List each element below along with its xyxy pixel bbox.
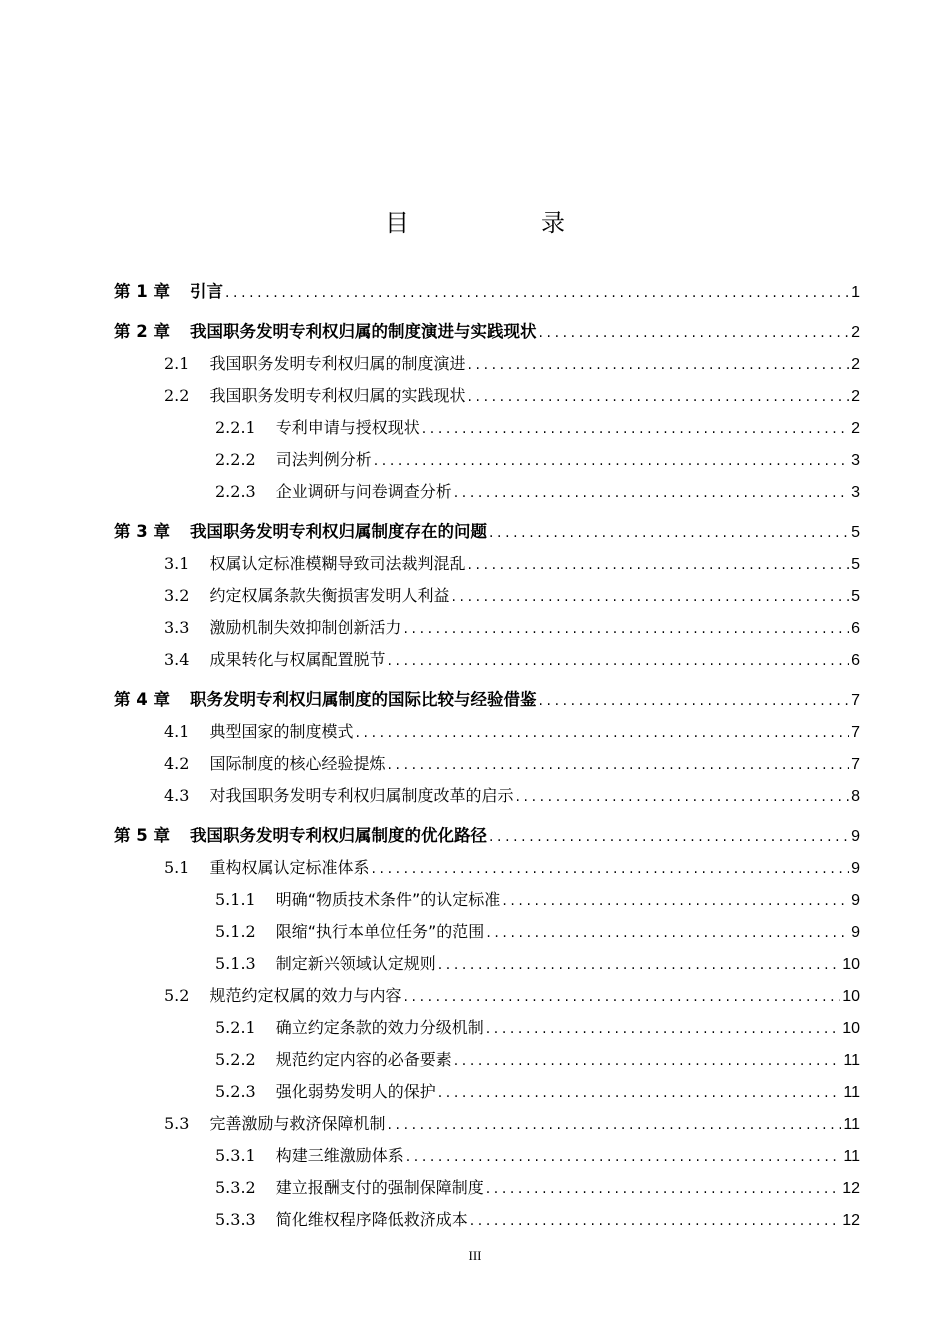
entry-title: 企业调研与问卷调查分析 (275, 482, 452, 501)
dot-leader (406, 1141, 842, 1173)
dot-leader (467, 381, 849, 413)
toc-section-entry[interactable] (114, 644, 860, 676)
toc-section-entry[interactable] (114, 580, 860, 612)
entry-page-number: 2 (851, 356, 860, 373)
dot-leader (422, 413, 849, 445)
dot-leader (403, 613, 849, 645)
dot-leader (467, 549, 849, 581)
entry-number: 5.3.3 (215, 1210, 256, 1229)
entry-title: 确立约定条款的效力分级机制 (275, 1018, 484, 1037)
entry-page-number: 9 (851, 892, 860, 909)
entry-page-number: 5 (851, 588, 860, 605)
dot-leader (486, 1173, 840, 1205)
toc-subsection-entry[interactable] (114, 412, 860, 444)
entry-page-number: 7 (851, 724, 860, 741)
entry-page-number: 12 (842, 1212, 860, 1229)
toc-subsection-entry[interactable] (114, 1076, 860, 1108)
dot-leader (387, 1109, 841, 1141)
dot-leader (371, 853, 849, 885)
entry-number: 5.2.1 (215, 1018, 256, 1037)
entry-number: 第 3 章 (114, 522, 170, 541)
toc-section-entry[interactable] (114, 716, 860, 748)
dot-leader (538, 685, 849, 717)
entry-title: 职务发明专利权归属制度的国际比较与经验借鉴 (189, 690, 537, 709)
toc-subsection-entry[interactable] (114, 1012, 860, 1044)
dot-leader (374, 445, 849, 477)
entry-page-number: 5 (851, 524, 860, 541)
dot-leader (403, 981, 840, 1013)
entry-title: 我国职务发明专利权归属制度存在的问题 (189, 522, 487, 541)
toc-subsection-entry[interactable] (114, 1204, 860, 1236)
dot-leader (355, 717, 849, 749)
entry-page-number: 9 (851, 828, 860, 845)
entry-page-number: 11 (843, 1148, 860, 1165)
entry-title: 我国职务发明专利权归属的实践现状 (209, 386, 466, 405)
entry-title: 重构权属认定标准体系 (209, 858, 370, 877)
entry-number: 5.1 (164, 858, 190, 877)
entry-number: 5.3.1 (215, 1146, 256, 1165)
toc-section-entry[interactable] (114, 548, 860, 580)
page-number-footer: III (468, 1248, 482, 1263)
toc-section-entry[interactable] (114, 852, 860, 884)
dot-leader (387, 645, 849, 677)
entry-page-number: 11 (843, 1116, 860, 1133)
entry-title: 成果转化与权属配置脱节 (209, 650, 386, 669)
toc-subsection-entry[interactable] (114, 444, 860, 476)
toc-section-entry[interactable] (114, 980, 860, 1012)
entry-title: 引言 (189, 282, 223, 301)
toc-subsection-entry[interactable] (114, 884, 860, 916)
entry-title: 规范约定内容的必备要素 (275, 1050, 452, 1069)
entry-title: 司法判例分析 (275, 450, 372, 469)
entry-title: 建立报酬支付的强制保障制度 (275, 1178, 484, 1197)
entry-number: 第 1 章 (114, 282, 170, 301)
entry-number: 5.2.2 (215, 1050, 256, 1069)
entry-title: 国际制度的核心经验提炼 (209, 754, 386, 773)
entry-number: 4.2 (164, 754, 190, 773)
entry-title: 限缩“执行本单位任务”的范围 (275, 922, 485, 941)
dot-leader (454, 477, 849, 509)
toc-subsection-entry[interactable] (114, 916, 860, 948)
entry-page-number: 10 (842, 956, 860, 973)
entry-number: 5.3.2 (215, 1178, 256, 1197)
dot-leader (438, 949, 840, 981)
dot-leader (486, 917, 849, 949)
entry-page-number: 10 (842, 988, 860, 1005)
entry-number: 3.4 (164, 650, 190, 669)
entry-number: 2.2 (164, 386, 190, 405)
entry-number: 第 2 章 (114, 322, 170, 341)
entry-page-number: 3 (851, 484, 860, 501)
entry-page-number: 9 (851, 860, 860, 877)
entry-title: 完善激励与救济保障机制 (209, 1114, 386, 1133)
entry-title: 我国职务发明专利权归属的制度演进 (209, 354, 466, 373)
dot-leader (515, 781, 849, 813)
entry-page-number: 9 (851, 924, 860, 941)
dot-leader (538, 317, 849, 349)
entry-title: 简化维权程序降低救济成本 (275, 1210, 468, 1229)
entry-page-number: 2 (851, 420, 860, 437)
entry-title: 我国职务发明专利权归属的制度演进与实践现状 (189, 322, 537, 341)
dot-leader (438, 1077, 842, 1109)
entry-number: 5.3 (164, 1114, 190, 1133)
entry-page-number: 3 (851, 452, 860, 469)
toc-subsection-entry[interactable] (114, 1172, 860, 1204)
entry-page-number: 6 (851, 620, 860, 637)
dot-leader (489, 821, 849, 853)
dot-leader (467, 349, 849, 381)
entry-title: 规范约定权属的效力与内容 (209, 986, 402, 1005)
toc-section-entry[interactable] (114, 748, 860, 780)
entry-number: 第 5 章 (114, 826, 170, 845)
toc-section-entry[interactable] (114, 348, 860, 380)
dot-leader (225, 277, 849, 309)
entry-number: 2.2.2 (215, 450, 256, 469)
table-of-contents (114, 276, 860, 1236)
entry-number: 3.2 (164, 586, 190, 605)
toc-chapter-entry[interactable] (114, 820, 860, 852)
dot-leader (454, 1045, 842, 1077)
dot-leader (470, 1205, 840, 1237)
entry-title: 激励机制失效抑制创新活力 (209, 618, 402, 637)
entry-title: 明确“物质技术条件”的认定标准 (275, 890, 501, 909)
entry-title: 约定权属条款失衡损害发明人利益 (209, 586, 450, 605)
dot-leader (489, 517, 849, 549)
dot-leader (387, 749, 849, 781)
entry-title: 权属认定标准模糊导致司法裁判混乱 (209, 554, 466, 573)
entry-number: 5.2 (164, 986, 190, 1005)
toc-chapter-entry[interactable] (114, 276, 860, 308)
entry-number: 5.2.3 (215, 1082, 256, 1101)
entry-page-number: 10 (842, 1020, 860, 1037)
entry-page-number: 11 (843, 1052, 860, 1069)
entry-page-number: 1 (851, 284, 860, 301)
dot-leader (486, 1013, 840, 1045)
entry-title: 专利申请与授权现状 (275, 418, 420, 437)
entry-number: 4.1 (164, 722, 190, 741)
entry-number: 2.2.3 (215, 482, 256, 501)
toc-section-entry[interactable] (114, 612, 860, 644)
entry-page-number: 2 (851, 324, 860, 341)
entry-page-number: 7 (851, 756, 860, 773)
entry-number: 5.1.2 (215, 922, 256, 941)
entry-page-number: 7 (851, 692, 860, 709)
toc-chapter-entry[interactable] (114, 316, 860, 348)
entry-title: 典型国家的制度模式 (209, 722, 354, 741)
dot-leader (502, 885, 849, 917)
toc-subsection-entry[interactable] (114, 948, 860, 980)
toc-title: 目 录 (385, 209, 619, 237)
entry-page-number: 11 (843, 1084, 860, 1101)
entry-page-number: 6 (851, 652, 860, 669)
entry-number: 3.1 (164, 554, 190, 573)
entry-title: 制定新兴领域认定规则 (275, 954, 436, 973)
entry-page-number: 2 (851, 388, 860, 405)
toc-subsection-entry[interactable] (114, 1140, 860, 1172)
toc-subsection-entry[interactable] (114, 476, 860, 508)
toc-section-entry[interactable] (114, 780, 860, 812)
toc-chapter-entry[interactable] (114, 684, 860, 716)
toc-section-entry[interactable] (114, 380, 860, 412)
entry-number: 4.3 (164, 786, 190, 805)
entry-page-number: 5 (851, 556, 860, 573)
entry-number: 5.1.3 (215, 954, 256, 973)
entry-number: 2.1 (164, 354, 190, 373)
toc-section-entry[interactable] (114, 1108, 860, 1140)
toc-chapter-entry[interactable] (114, 516, 860, 548)
entry-number: 5.1.1 (215, 890, 256, 909)
entry-page-number: 12 (842, 1180, 860, 1197)
entry-title: 构建三维激励体系 (275, 1146, 404, 1165)
entry-title: 强化弱势发明人的保护 (275, 1082, 436, 1101)
dot-leader (451, 581, 849, 613)
entry-page-number: 8 (851, 788, 860, 805)
entry-number: 第 4 章 (114, 690, 170, 709)
entry-number: 2.2.1 (215, 418, 256, 437)
entry-title: 对我国职务发明专利权归属制度改革的启示 (209, 786, 514, 805)
toc-subsection-entry[interactable] (114, 1044, 860, 1076)
entry-number: 3.3 (164, 618, 190, 637)
entry-title: 我国职务发明专利权归属制度的优化路径 (189, 826, 487, 845)
